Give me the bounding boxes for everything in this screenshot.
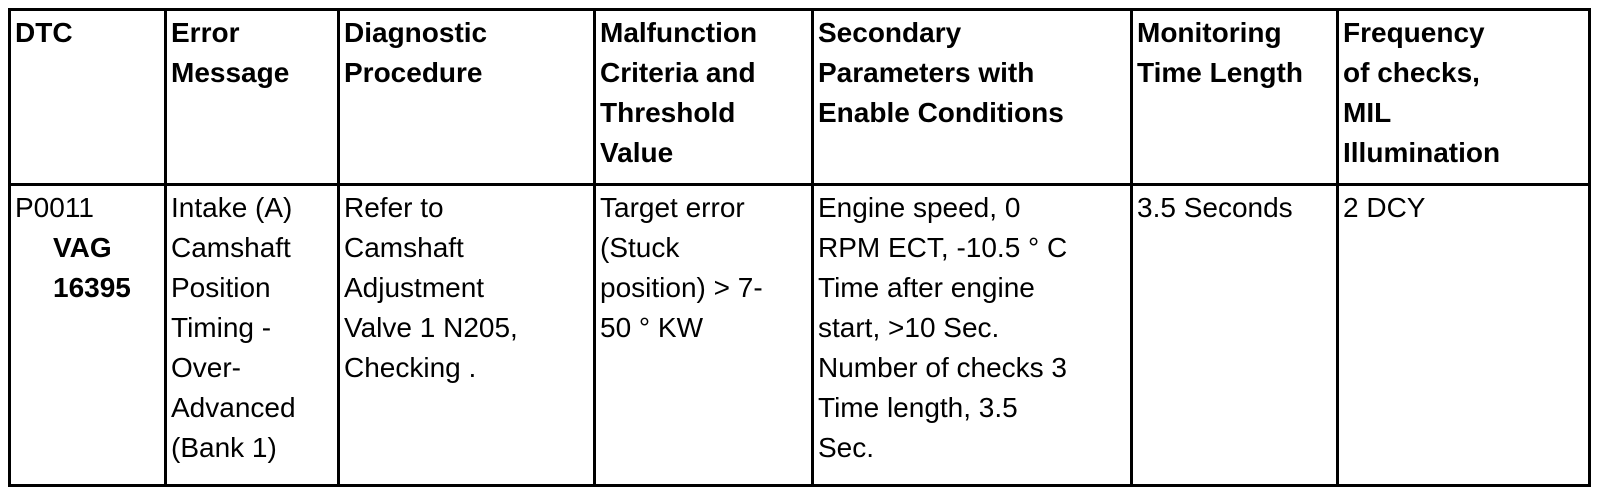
table-row [10, 185, 1590, 486]
vag-code: VAG 16395 [53, 232, 131, 303]
header-monitoring-time: Monitoring Time Length [1132, 10, 1338, 185]
cell-diagnostic-procedure: Refer to Camshaft Adjustment Valve 1 N205, Checking . [339, 185, 595, 486]
header-dtc: DTC [10, 10, 166, 185]
header-frequency-mil: Frequency of checks, MIL Illumination [1338, 10, 1590, 185]
dtc-code: P0011 [15, 192, 94, 223]
cell-error-message: Intake (A) Camshaft Position Timing - Over- Advanced (Bank 1) [166, 185, 339, 486]
cell-secondary-parameters: Engine speed, 0 RPM ECT, -10.5 ° C Time after engine start, >10 Sec. Number of checks 3 Time length, 3.5 Sec. [813, 185, 1132, 486]
cell-frequency-mil: 2 DCY [1338, 185, 1590, 486]
header-diagnostic-procedure: Diagnostic Procedure [339, 10, 595, 185]
cell-dtc [10, 185, 166, 486]
header-error-message: Error Message [166, 10, 339, 185]
header-row [10, 10, 1590, 185]
header-secondary-parameters: Secondary Parameters with Enable Conditions [813, 10, 1132, 185]
cell-monitoring-time: 3.5 Seconds [1132, 185, 1338, 486]
cell-malfunction-criteria: Target error (Stuck position) > 7- 50 ° KW [595, 185, 813, 486]
header-malfunction-criteria: Malfunction Criteria and Threshold Value [595, 10, 813, 185]
dtc-table [8, 8, 1591, 487]
